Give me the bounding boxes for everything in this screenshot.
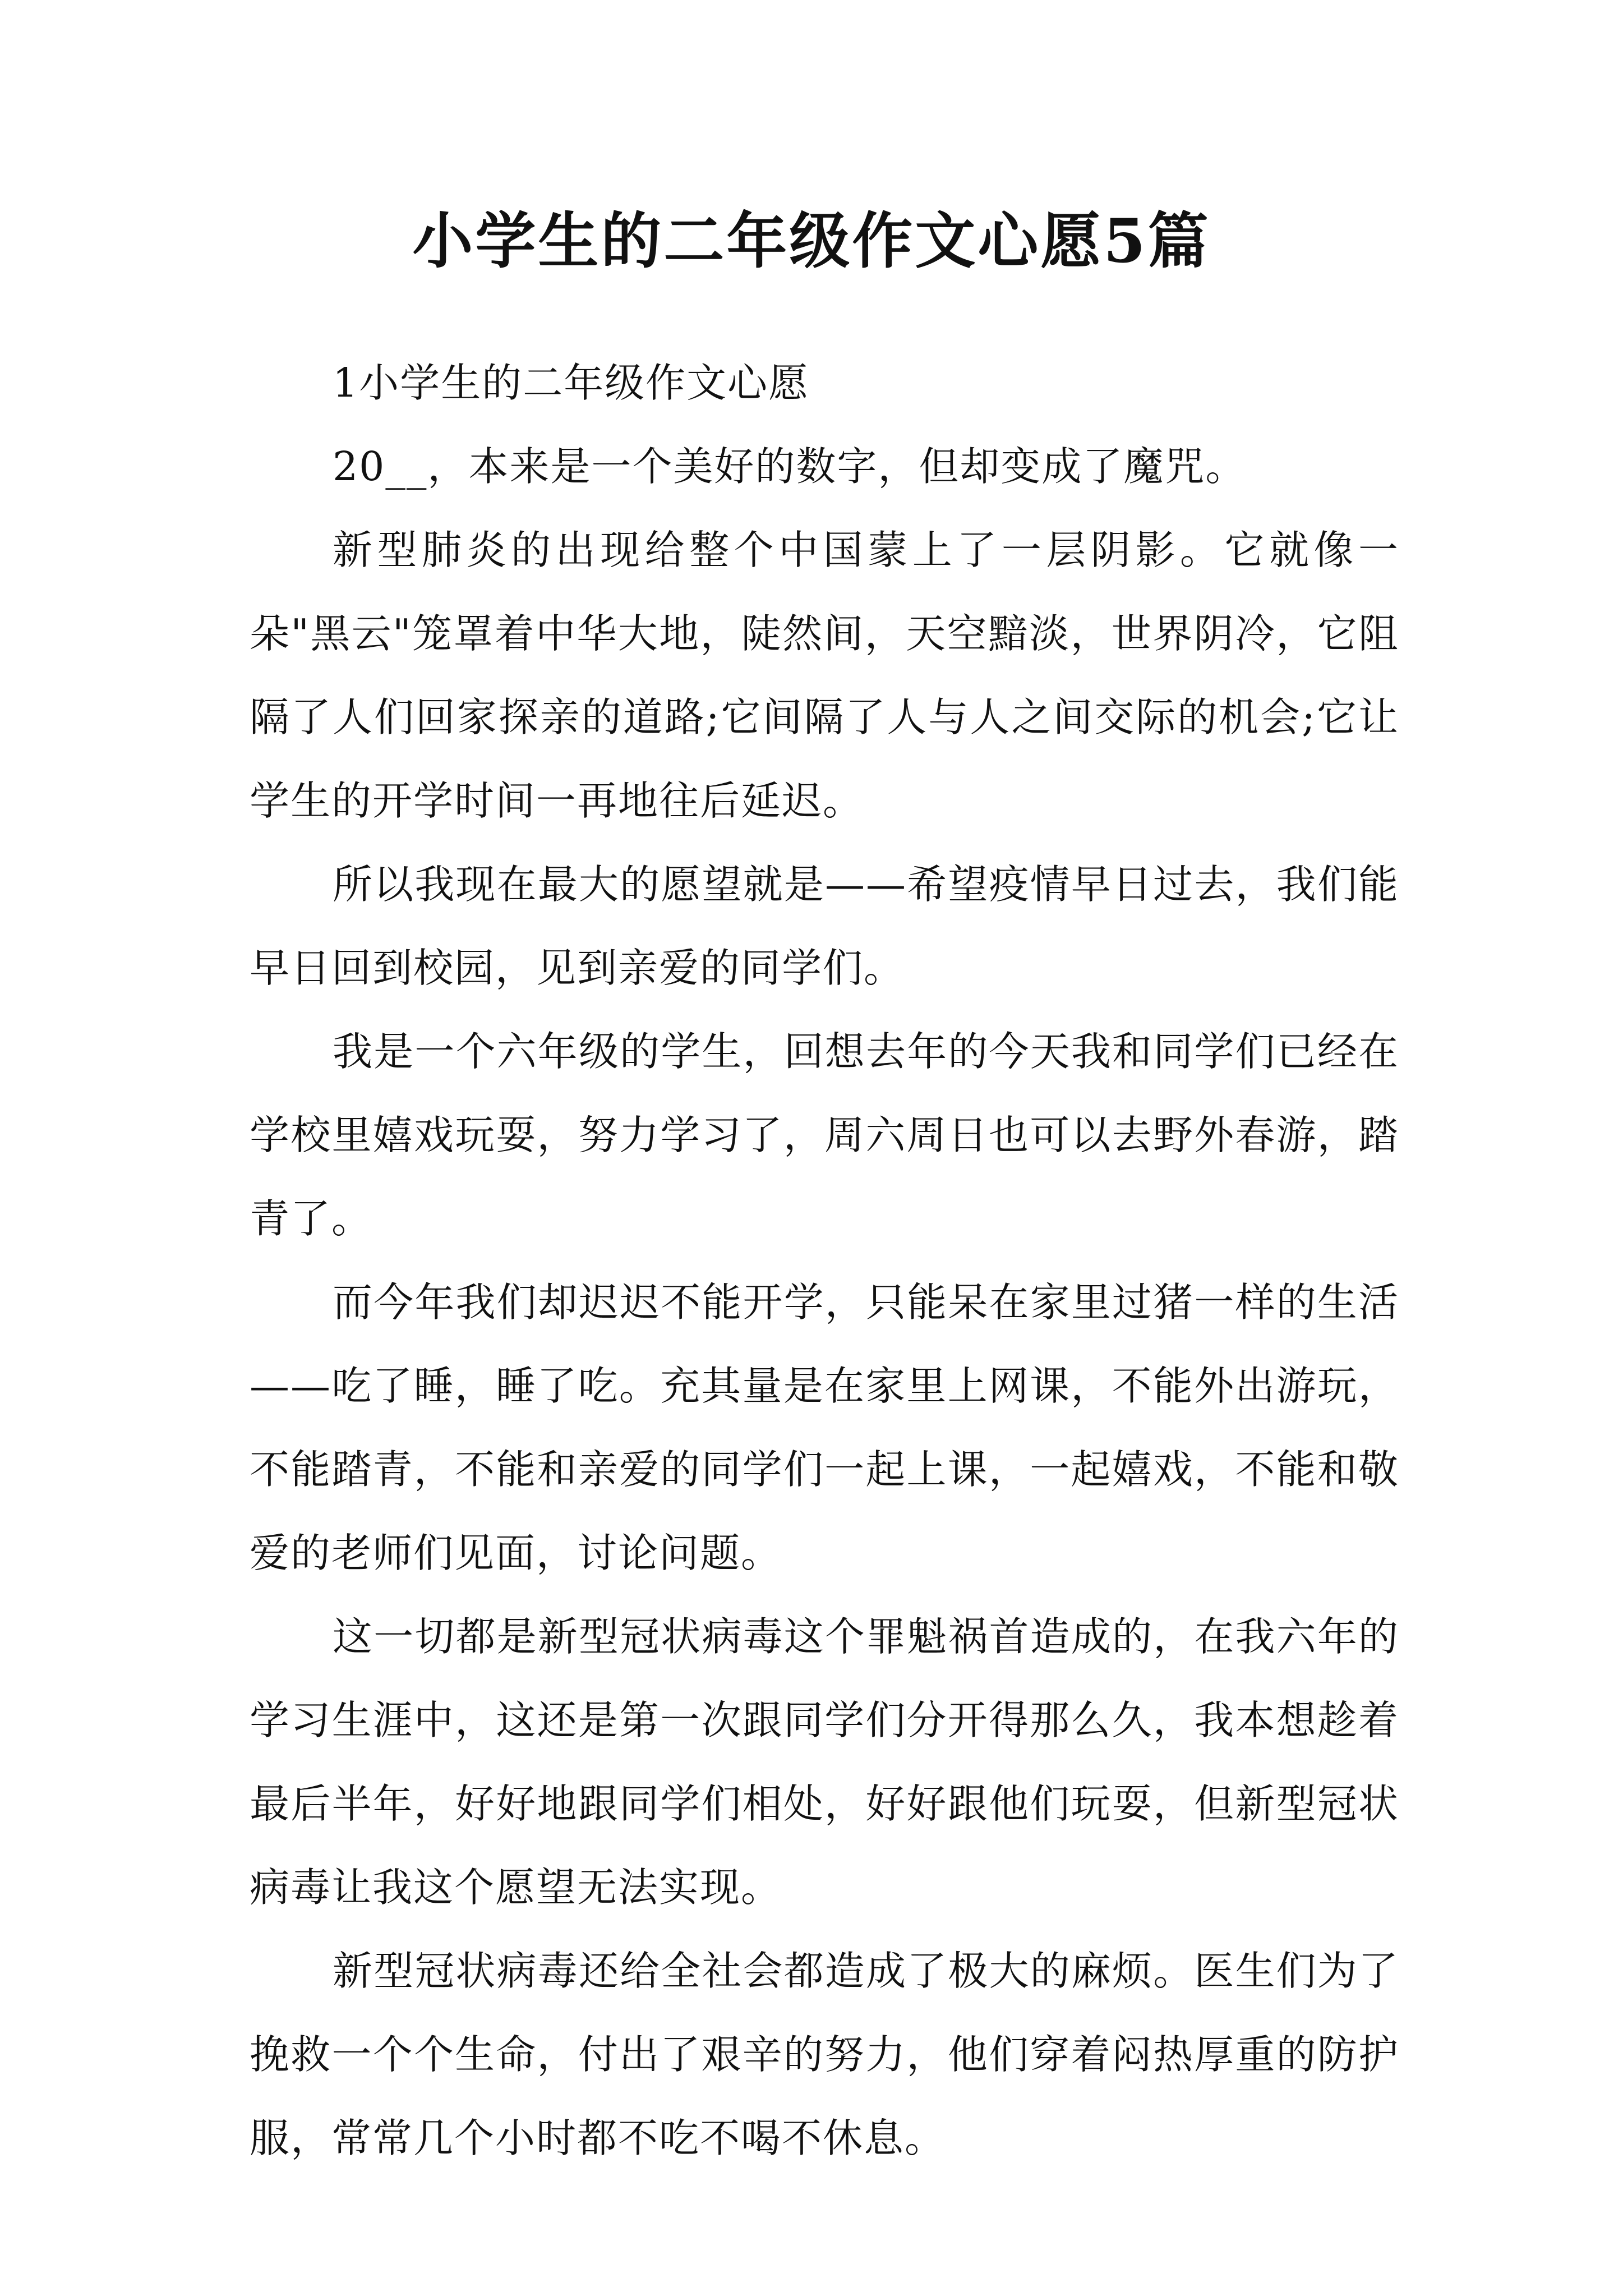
- paragraph: 新型肺炎的出现给整个中国蒙上了一层阴影。它就像一朵"黑云"笼罩着中华大地，陡然间，天空黯淡，世界阴冷，它阻隔了人们回家探亲的道路;它间隔了人与人之间交际的机会;它让学生的开学时间一再地往后延迟。: [250, 527, 1399, 824]
- document-body: [250, 341, 1399, 2180]
- document-title: 小学生的二年级作文心愿5篇: [412, 206, 1211, 277]
- paragraph: 所以我现在最大的愿望就是——希望疫情早日过去，我们能早日回到校园，见到亲爱的同学们。: [250, 861, 1399, 991]
- paragraph: 新型冠状病毒还给全社会都造成了极大的麻烦。医生们为了挽救一个个生命，付出了艰辛的努力，他们穿着闷热厚重的防护服，常常几个小时都不吃不喝不休息。: [250, 1948, 1399, 2161]
- paragraph: 而今年我们却迟迟不能开学，只能呆在家里过猪一样的生活——吃了睡，睡了吃。充其量是在家里上网课，不能外出游玩，不能踏青，不能和亲爱的同学们一起上课，一起嬉戏，不能和敬爱的老师们见面，讨论问题。: [250, 1279, 1399, 1576]
- paragraph: 20__，本来是一个美好的数字，但却变成了魔咒。: [333, 443, 1247, 490]
- essay-heading: 1小学生的二年级作文心愿: [333, 360, 810, 406]
- paragraph: 这一切都是新型冠状病毒这个罪魁祸首造成的，在我六年的学习生涯中，这还是第一次跟同学们分开得那么久，我本想趁着最后半年，好好地跟同学们相处，好好跟他们玩耍，但新型冠状病毒让我这个愿望无法实现。: [250, 1613, 1399, 1911]
- paragraph: 我是一个六年级的学生，回想去年的今天我和同学们已经在学校里嬉戏玩耍，努力学习了，周六周日也可以去野外春游，踏青了。: [250, 1028, 1399, 1242]
